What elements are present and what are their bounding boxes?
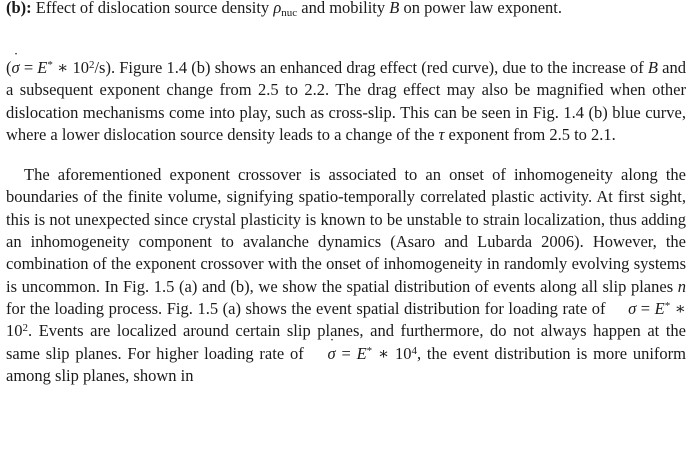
exponent: 2 [88,59,95,71]
text-run: ∗ 10 [6,298,687,341]
caption-label: (b): [6,0,32,17]
b-symbol: B [647,58,658,77]
star-superscript: * [366,344,373,357]
star-superscript: * [664,299,671,312]
text-run: = [19,58,38,77]
text-run: exponent from 2.5 to 2.1. [444,124,616,144]
paragraph-1 [6,57,686,146]
page [6,0,686,387]
text-run: The aforementioned exponent crossover is associated to an onset of inhomogeneity along the boundaries of the finite volume, signifying spatio-temporally correlated plastic activity. At first sight, this is not unexpected since crystal plasticity is known to be unstable to strain localization, thus adding an inhomogeneity component to avalanche dynamics (Asaro and Lubarda 2006). However, the combination of the exponent crossover with the onset of inhomogeneity in randomly evolving systems is uncommon. In Fig. 1.5 (a) and (b), we show the spatial distribution of events along all slip planes [6,165,686,296]
b-symbol: B [389,0,400,17]
rho-symbol: ρ [273,0,282,17]
text-run: and a subsequent exponent change from 2.5 to 2.2. The drag effect may also be magnified when other dislocation mechanisms come into play, such as cross-slip. This can be seen in Fig. 1.4 (b) blue curve, where a lower dislocation source density leads to a change of the [6,58,686,144]
caption-text: and mobility [297,0,390,17]
caption-text: Effect of dislocation source density [31,0,274,17]
text-run: ∗ 10 [52,58,89,77]
sigma-dot-symbol: σ ˙ [310,343,336,365]
exponent: 4 [411,344,417,357]
paragraph-2 [6,164,686,387]
text-run: . Events are localized around certain slip planes, and furthermore, do not always happen at the same slip planes. For higher loading rate of [6,321,686,363]
figure-caption [6,0,686,19]
text-run: = [335,343,357,363]
e-symbol: E [37,58,48,77]
text-run: ∗ 10 [372,343,412,363]
e-symbol: E [654,298,665,318]
text-run: for the loading process. Fig. 1.5 (a) shows the event spatial distribution for loading rate of [6,298,611,318]
sigma-dot-symbol: σ ˙ [12,57,20,79]
exponent: 2 [22,322,28,335]
text-run: = [636,298,655,318]
tau-symbol: τ [438,124,445,144]
text-run: ( [6,58,12,77]
text-run: , the event distribution is more uniform among slip planes, shown in [6,343,686,385]
text-run: /s). Figure 1.4 (b) shows an enhanced drag effect (red curve), due to the increase of [94,58,648,77]
rho-subscript: nuc [281,7,298,19]
sigma-dot-symbol: σ ˙ [610,298,636,320]
e-symbol: E [356,343,367,363]
n-symbol: n [677,276,686,296]
caption-text: on power law exponent. [399,0,563,17]
star-superscript: * [47,59,53,71]
